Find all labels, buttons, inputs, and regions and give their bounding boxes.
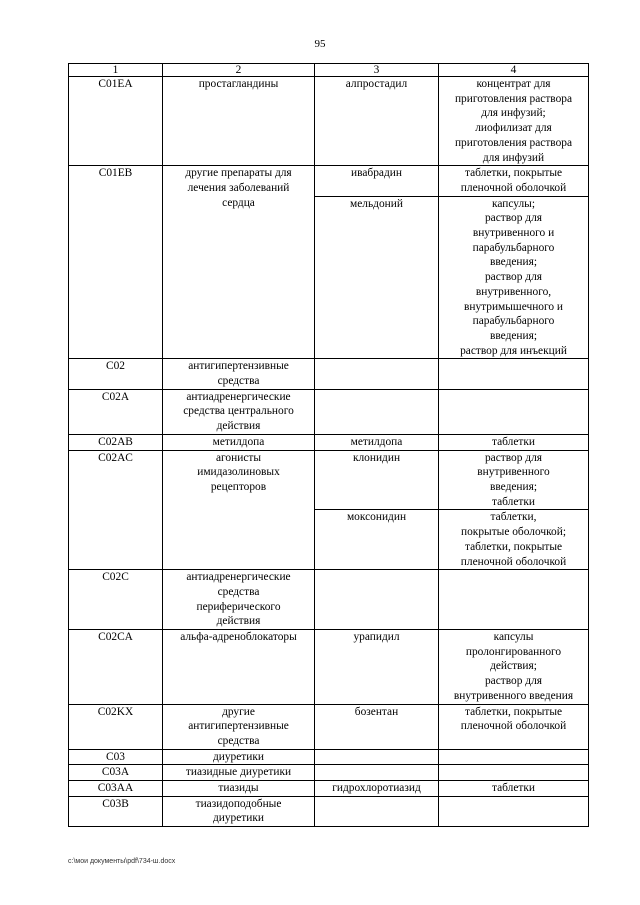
table-header-row — [69, 64, 589, 77]
atc-code-cell: C02A — [69, 389, 163, 434]
drug-table — [68, 63, 589, 827]
table-row — [69, 796, 589, 826]
dosage-form-cell: концентрат для приготовления раствора для инфузий; лиофилизат для приготовления раствора для инфузий — [439, 77, 589, 166]
atc-code-cell: C02KX — [69, 704, 163, 749]
dosage-form-cell — [439, 570, 589, 630]
dosage-form-cell — [439, 749, 589, 765]
table-row — [69, 77, 589, 166]
group-cell: антигипертензивные средства — [163, 359, 315, 389]
group-cell: тиазиды — [163, 781, 315, 797]
group-cell: антиадренергические средства центрального действия — [163, 389, 315, 434]
table-row — [69, 434, 589, 450]
drug-cell: метилдопа — [315, 434, 439, 450]
dosage-form-cell — [439, 765, 589, 781]
table-row — [69, 450, 589, 510]
header-cell: 1 — [69, 64, 163, 77]
page-number: 95 — [314, 38, 326, 50]
atc-code-cell: C03AA — [69, 781, 163, 797]
dosage-form-cell: таблетки, покрытые оболочкой; таблетки, покрытые пленочной оболочкой — [439, 510, 589, 570]
drug-cell — [315, 796, 439, 826]
group-cell: тиазидоподобные диуретики — [163, 796, 315, 826]
drug-cell — [315, 570, 439, 630]
dosage-form-cell: капсулы пролонгированного действия; раствор для внутривенного введения — [439, 630, 589, 705]
footer-file-path: c:\мои документы\pdf\734-ш.docx — [68, 858, 176, 865]
dosage-form-cell: капсулы; раствор для внутривенного и парабульбарного введения; раствор для внутривенного, внутримышечного и парабульбарного введения; раствор для инъекций — [439, 196, 589, 359]
table-row — [69, 765, 589, 781]
drug-cell: алпростадил — [315, 77, 439, 166]
atc-code-cell: C03B — [69, 796, 163, 826]
group-cell: тиазидные диуретики — [163, 765, 315, 781]
drug-cell: клонидин — [315, 450, 439, 510]
drug-cell — [315, 765, 439, 781]
group-cell: другие препараты для лечения заболеваний сердца — [163, 166, 315, 359]
dosage-form-cell — [439, 359, 589, 389]
header-cell: 3 — [315, 64, 439, 77]
header-cell: 4 — [439, 64, 589, 77]
table-row — [69, 359, 589, 389]
table-row — [69, 166, 589, 196]
dosage-form-cell: таблетки, покрытые пленочной оболочкой — [439, 166, 589, 196]
drug-cell — [315, 749, 439, 765]
drug-cell: урапидил — [315, 630, 439, 705]
table-row — [69, 749, 589, 765]
header-cell: 2 — [163, 64, 315, 77]
table-row — [69, 570, 589, 630]
dosage-form-cell — [439, 389, 589, 434]
drug-cell: моксонидин — [315, 510, 439, 570]
group-cell: альфа-адреноблокаторы — [163, 630, 315, 705]
dosage-form-cell: раствор для внутривенного введения; таблетки — [439, 450, 589, 510]
drug-cell: гидрохлоротиазид — [315, 781, 439, 797]
atc-code-cell: C03 — [69, 749, 163, 765]
group-cell: простагландины — [163, 77, 315, 166]
atc-code-cell: C03A — [69, 765, 163, 781]
group-cell: антиадренергические средства периферического действия — [163, 570, 315, 630]
atc-code-cell: C02 — [69, 359, 163, 389]
drug-cell: мельдоний — [315, 196, 439, 359]
drug-cell: ивабрадин — [315, 166, 439, 196]
group-cell: другие антигипертензивные средства — [163, 704, 315, 749]
table-row — [69, 704, 589, 749]
group-cell: диуретики — [163, 749, 315, 765]
atc-code-cell: C02AB — [69, 434, 163, 450]
atc-code-cell: C01EA — [69, 77, 163, 166]
dosage-form-cell: таблетки, покрытые пленочной оболочкой — [439, 704, 589, 749]
table-row — [69, 389, 589, 434]
dosage-form-cell: таблетки — [439, 434, 589, 450]
group-cell: агонисты имидазолиновых рецепторов — [163, 450, 315, 570]
group-cell: метилдопа — [163, 434, 315, 450]
atc-code-cell: C02CA — [69, 630, 163, 705]
table-row — [69, 630, 589, 705]
atc-code-cell: C02C — [69, 570, 163, 630]
table-row — [69, 781, 589, 797]
atc-code-cell: C01EB — [69, 166, 163, 359]
dosage-form-cell: таблетки — [439, 781, 589, 797]
drug-cell: бозентан — [315, 704, 439, 749]
drug-cell — [315, 389, 439, 434]
atc-code-cell: C02AC — [69, 450, 163, 570]
dosage-form-cell — [439, 796, 589, 826]
drug-cell — [315, 359, 439, 389]
